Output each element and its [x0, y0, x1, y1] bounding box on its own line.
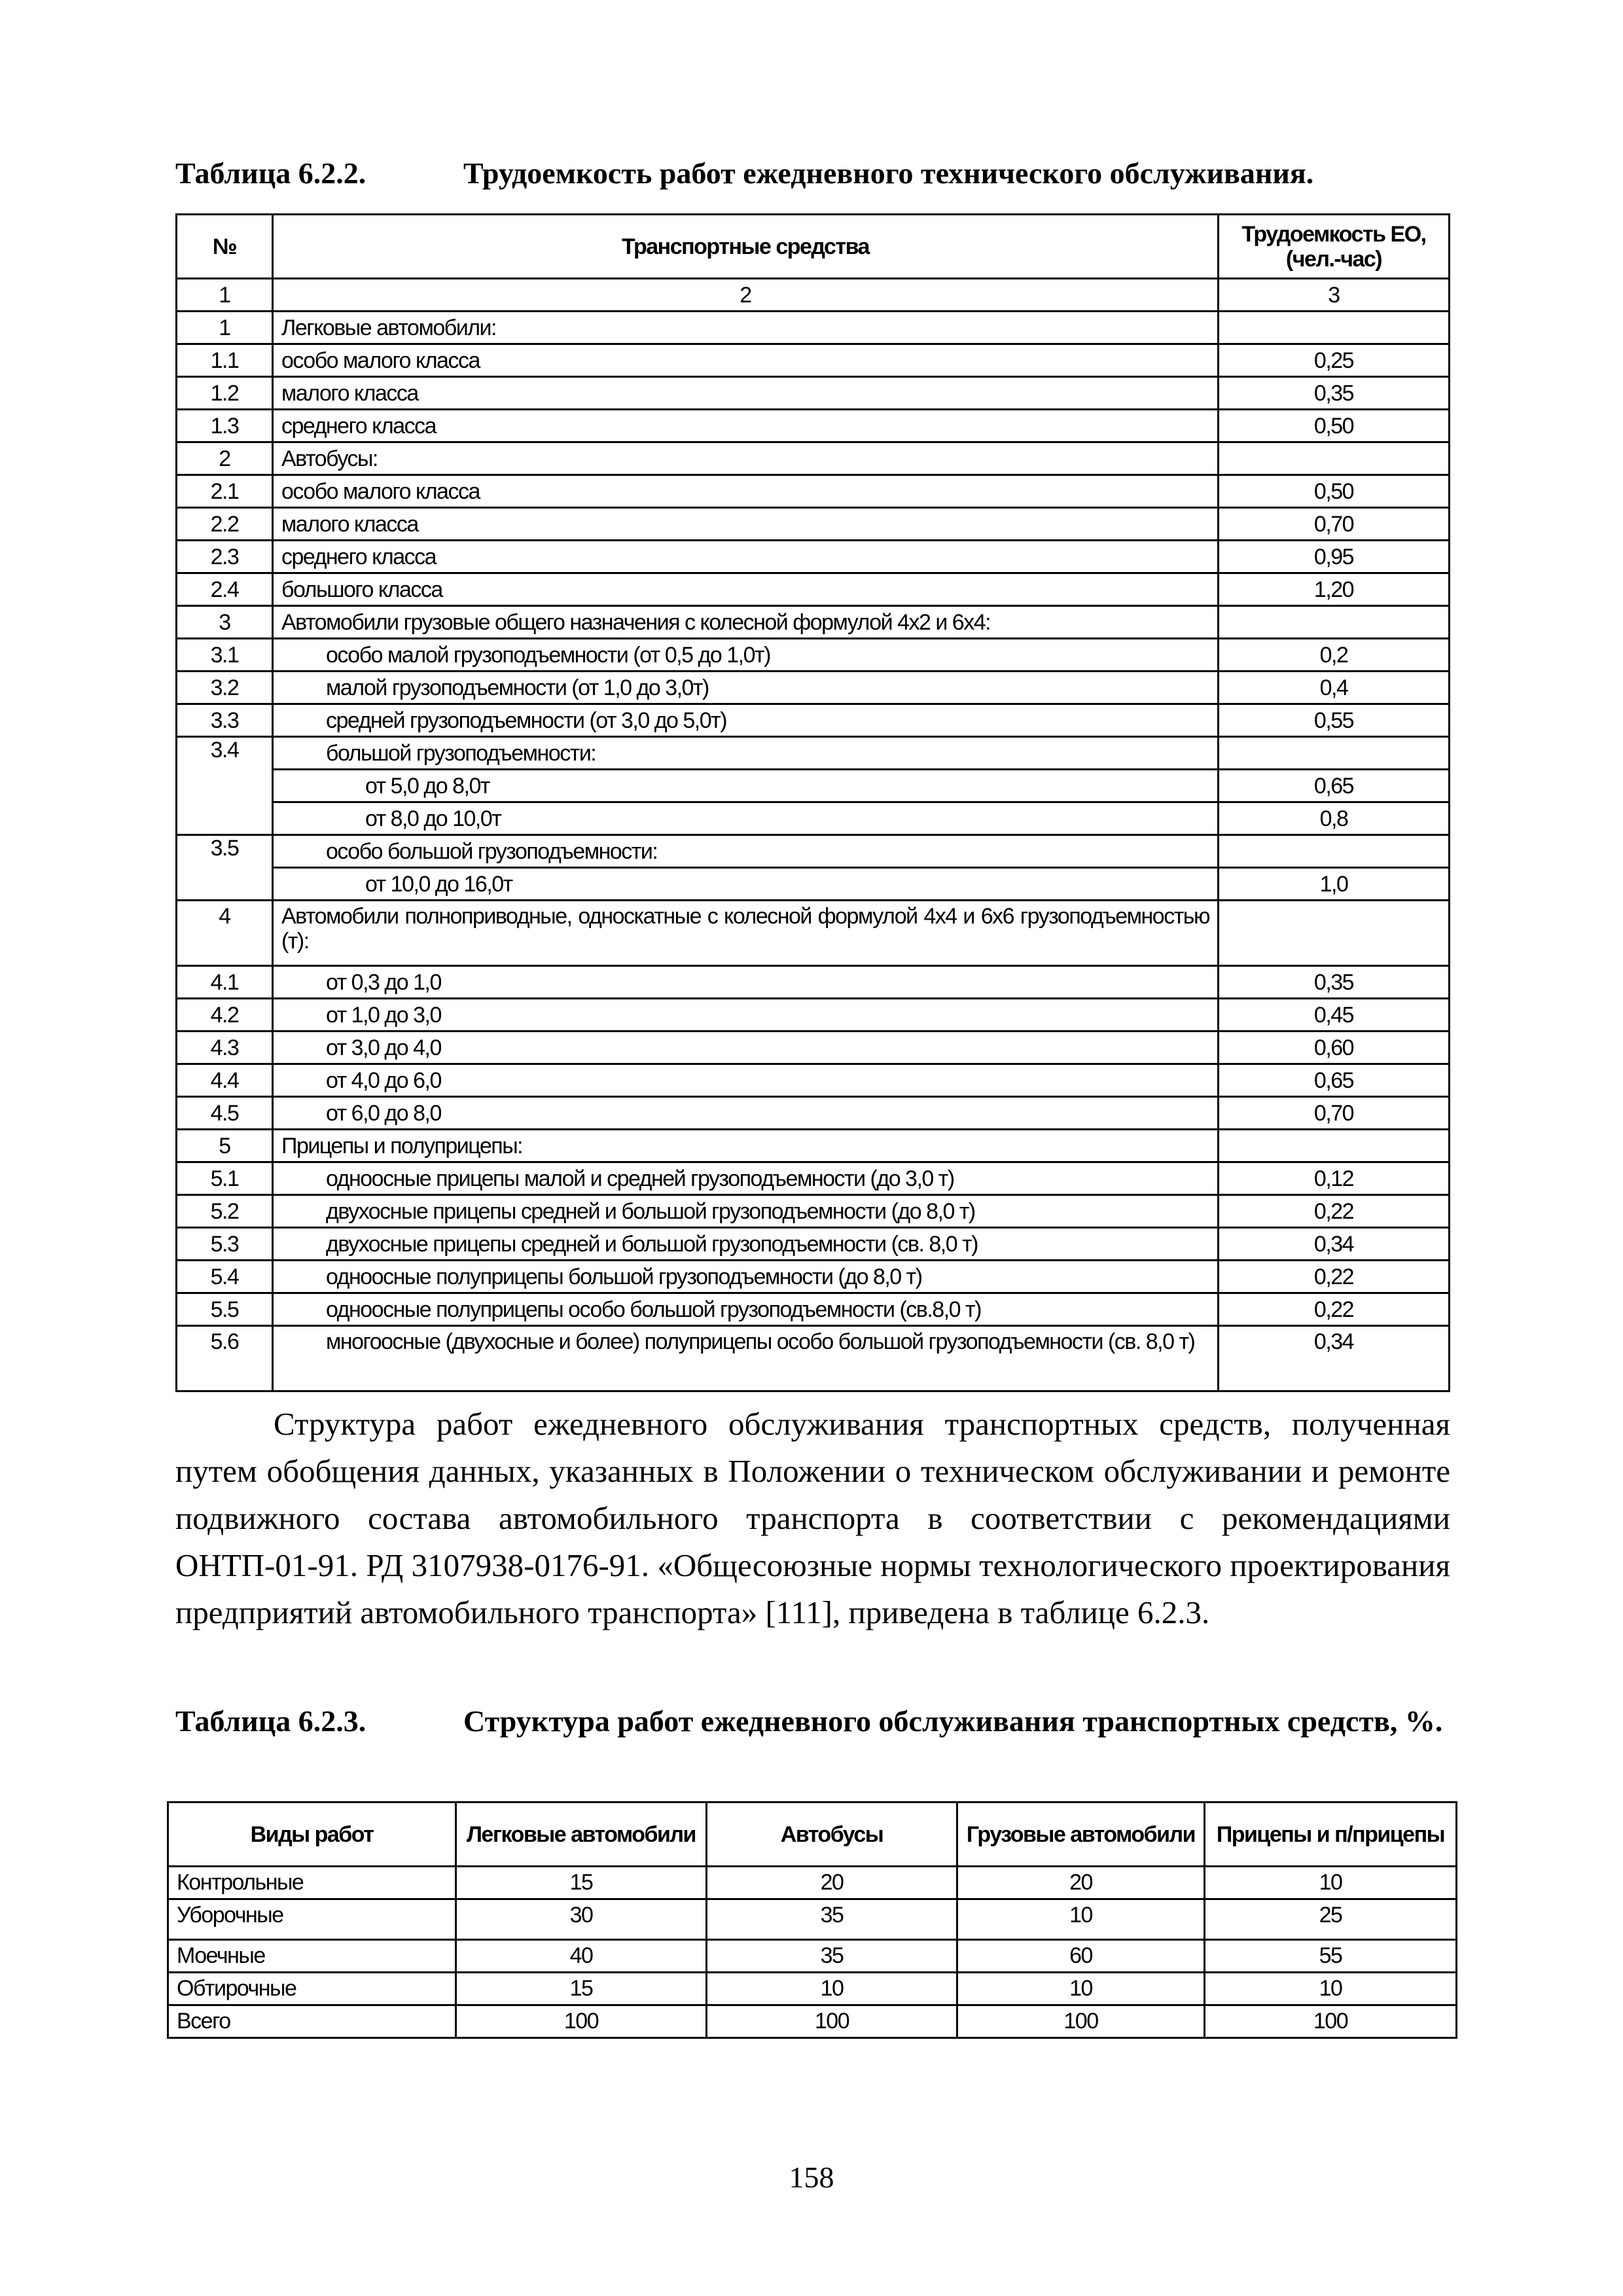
header-cars: Легковые автомобили: [456, 1803, 707, 1867]
labor-value: 0,35: [1219, 377, 1450, 410]
labor-value: 0,60: [1219, 1031, 1450, 1064]
vehicle-name: от 3,0 до 4,0: [273, 1031, 1219, 1064]
vehicle-name: особо малого класса: [273, 475, 1219, 508]
vehicle-name: большой грузоподъемности:: [273, 737, 1219, 770]
labor-value: 0,50: [1219, 475, 1450, 508]
percent-value: 100: [707, 2005, 957, 2038]
labor-value: [1219, 737, 1450, 770]
vehicle-name: малого класса: [273, 377, 1219, 410]
vehicle-name: особо малой грузоподъемности (от 0,5 до 1,0т): [273, 639, 1219, 672]
percent-value: 30: [456, 1899, 707, 1940]
row-number: 2: [177, 442, 273, 475]
labor-value: 0,34: [1219, 1228, 1450, 1261]
labor-value: 0,12: [1219, 1162, 1450, 1195]
vehicle-name: от 4,0 до 6,0: [273, 1064, 1219, 1097]
page-number: 158: [789, 2161, 834, 2194]
percent-value: 10: [1205, 1973, 1457, 2005]
labor-value: 0,70: [1219, 1097, 1450, 1130]
labor-value: 0,45: [1219, 999, 1450, 1031]
vehicle-name: двухосные прицепы средней и большой грузоподъемности (св. 8,0 т): [273, 1228, 1219, 1261]
row-number: 4.5: [177, 1097, 273, 1130]
work-type: Уборочные: [168, 1899, 456, 1940]
table-row: [177, 573, 1450, 606]
labor-value: 0,4: [1219, 672, 1450, 704]
vehicle-name: одноосные полуприцепы большой грузоподъемности (до 8,0 т): [273, 1261, 1219, 1293]
table-row: [177, 312, 1450, 344]
vehicle-name: большого класса: [273, 573, 1219, 606]
table-row: [177, 541, 1450, 573]
percent-value: 40: [456, 1940, 707, 1973]
vehicle-name: от 6,0 до 8,0: [273, 1097, 1219, 1130]
table-row: [177, 1261, 1450, 1293]
vehicle-name: от 10,0 до 16,0т: [273, 868, 1219, 901]
table-row: [177, 999, 1450, 1031]
row-number: 5.5: [177, 1293, 273, 1326]
labor-value: 1,0: [1219, 868, 1450, 901]
labor-value: 0,55: [1219, 704, 1450, 737]
percent-value: 60: [957, 1940, 1205, 1973]
table-row: [168, 1940, 1457, 1973]
row-number: 1.3: [177, 410, 273, 442]
row-number: 5.3: [177, 1228, 273, 1261]
table-row: [168, 1973, 1457, 2005]
percent-value: 35: [707, 1940, 957, 1973]
table-row: [177, 410, 1450, 442]
table-row: [177, 770, 1450, 802]
row-number: 3: [177, 606, 273, 639]
vehicle-name: Автобусы:: [273, 442, 1219, 475]
table-row: [177, 1293, 1450, 1326]
row-number: 2.4: [177, 573, 273, 606]
vehicle-name: Автомобили грузовые общего назначения с колесной формулой 4х2 и 6х4:: [273, 606, 1219, 639]
labor-value: 0,65: [1219, 770, 1450, 802]
percent-value: 35: [707, 1899, 957, 1940]
labor-value: 0,35: [1219, 966, 1450, 999]
labor-value: 0,22: [1219, 1261, 1450, 1293]
vehicle-name: особо большой грузоподъемности:: [273, 835, 1219, 868]
caption-title: Трудоемкость работ ежедневного технического обслуживания.: [463, 156, 1314, 190]
row-number: 4.4: [177, 1064, 273, 1097]
vehicle-name: от 5,0 до 8,0т: [273, 770, 1219, 802]
vehicle-name: Автомобили полноприводные, односкатные с колесной формулой 4х4 и 6х6 грузоподъемностью (т):: [273, 901, 1219, 966]
table-row: [177, 1064, 1450, 1097]
labor-value: 0,2: [1219, 639, 1450, 672]
row-number: 5.2: [177, 1195, 273, 1228]
labor-value: 0,50: [1219, 410, 1450, 442]
row-number: 4: [177, 901, 273, 966]
vehicle-name: среднего класса: [273, 410, 1219, 442]
table-row: [177, 475, 1450, 508]
table-row: [177, 737, 1450, 770]
vehicle-name: одноосные прицепы малой и средней грузоподъемности (до 3,0 т): [273, 1162, 1219, 1195]
table-6-2-3-caption: [175, 1700, 1450, 1742]
col-number: 2: [273, 279, 1219, 312]
table-row: [177, 672, 1450, 704]
labor-value: 0,65: [1219, 1064, 1450, 1097]
vehicle-name: от 0,3 до 1,0: [273, 966, 1219, 999]
vehicle-name: Легковые автомобили:: [273, 312, 1219, 344]
vehicle-name: средней грузоподъемности (от 3,0 до 5,0т): [273, 704, 1219, 737]
table-row: [177, 1195, 1450, 1228]
work-type: Контрольные: [168, 1867, 456, 1899]
percent-value: 20: [707, 1867, 957, 1899]
table-row: [177, 344, 1450, 377]
labor-value: 0,22: [1219, 1293, 1450, 1326]
table-row: [177, 835, 1450, 868]
work-type: Всего: [168, 2005, 456, 2038]
row-number: 4.3: [177, 1031, 273, 1064]
table-6-2-2-caption: [175, 156, 1313, 190]
row-number: 2.1: [177, 475, 273, 508]
table-header-row: [177, 215, 1450, 279]
column-number-row: [177, 279, 1450, 312]
header-work-type: Виды работ: [168, 1803, 456, 1867]
table-row: [177, 442, 1450, 475]
row-number: 1.1: [177, 344, 273, 377]
labor-value: 0,22: [1219, 1195, 1450, 1228]
percent-value: 25: [1205, 1899, 1457, 1940]
header-vehicles: Транспортные средства: [273, 215, 1219, 279]
labor-intensity-table: [175, 213, 1450, 1392]
vehicle-name: многоосные (двухосные и более) полуприцепы особо большой грузоподъемности (св. 8,0 т): [273, 1326, 1219, 1391]
row-number: 4.1: [177, 966, 273, 999]
percent-value: 100: [957, 2005, 1205, 2038]
labor-value: [1219, 901, 1450, 966]
labor-value: 0,34: [1219, 1326, 1450, 1391]
percent-value: 10: [1205, 1867, 1457, 1899]
vehicle-name: от 8,0 до 10,0т: [273, 802, 1219, 835]
row-number: 1.2: [177, 377, 273, 410]
table-row: [177, 1228, 1450, 1261]
labor-value: 0,25: [1219, 344, 1450, 377]
percent-value: 15: [456, 1973, 707, 2005]
row-number: 4.2: [177, 999, 273, 1031]
table-row: [177, 377, 1450, 410]
col-number: 3: [1219, 279, 1450, 312]
percent-value: 10: [707, 1973, 957, 2005]
table-row: [177, 606, 1450, 639]
table-row: [177, 802, 1450, 835]
percent-value: 55: [1205, 1940, 1457, 1973]
labor-value: 0,95: [1219, 541, 1450, 573]
percent-value: 10: [957, 1973, 1205, 2005]
percent-value: 20: [957, 1867, 1205, 1899]
labor-value: 1,20: [1219, 573, 1450, 606]
row-number: 1: [177, 312, 273, 344]
table-row: [177, 508, 1450, 541]
labor-value: [1219, 835, 1450, 868]
vehicle-name: среднего класса: [273, 541, 1219, 573]
row-number: 5.4: [177, 1261, 273, 1293]
labor-value: [1219, 1130, 1450, 1162]
caption-number: Таблица 6.2.2.: [175, 156, 366, 190]
row-number: 2.2: [177, 508, 273, 541]
labor-value: 0,8: [1219, 802, 1450, 835]
row-number: 3.3: [177, 704, 273, 737]
vehicle-name: особо малого класса: [273, 344, 1219, 377]
table-row: [168, 1867, 1457, 1899]
table-row: [177, 868, 1450, 901]
table-row: [177, 1031, 1450, 1064]
col-number: 1: [177, 279, 273, 312]
labor-value: [1219, 312, 1450, 344]
header-trailers: Прицепы и п/прицепы: [1205, 1803, 1457, 1867]
table-row: [168, 1899, 1457, 1940]
row-number: 5.6: [177, 1326, 273, 1391]
labor-value: 0,70: [1219, 508, 1450, 541]
vehicle-name: малой грузоподъемности (от 1,0 до 3,0т): [273, 672, 1219, 704]
table-row: [177, 639, 1450, 672]
work-type: Обтирочные: [168, 1973, 456, 2005]
table-row: [177, 901, 1450, 966]
vehicle-name: одноосные полуприцепы особо большой грузоподъемности (св.8,0 т): [273, 1293, 1219, 1326]
body-paragraph: Структура работ ежедневного обслуживания транспортных средств, полученная путем обобщения данных, указанных в Положении о техническом обслуживании и ремонте подвижного состава автомобильного транспорта в соответствии с рекомендациями ОНТП-01-91. РД 3107938-0176-91. «Общесоюзные нормы технологического проектирования предприятий автомобильного транспорта» [111], приведена в таблице 6.2.3.: [175, 1406, 1450, 1630]
table-row: [177, 966, 1450, 999]
labor-value: [1219, 442, 1450, 475]
table-row: [177, 1130, 1450, 1162]
table-row: [177, 1097, 1450, 1130]
work-structure-table: [167, 1801, 1457, 2039]
table-row: [168, 2005, 1457, 2038]
vehicle-name: малого класса: [273, 508, 1219, 541]
row-number: 3.5: [177, 835, 273, 901]
work-type: Моечные: [168, 1940, 456, 1973]
percent-value: 10: [957, 1899, 1205, 1940]
table-row: [177, 704, 1450, 737]
row-number: 5.1: [177, 1162, 273, 1195]
row-number: 3.4: [177, 737, 273, 835]
percent-value: 100: [1205, 2005, 1457, 2038]
row-number: 5: [177, 1130, 273, 1162]
row-number: 3.1: [177, 639, 273, 672]
header-labor: Трудоемкость ЕО, (чел.-час): [1219, 215, 1450, 279]
caption-title: Структура работ ежедневного обслуживания транспортных средств, %.: [463, 1704, 1443, 1738]
caption-number: Таблица 6.2.3.: [175, 1704, 366, 1738]
row-number: 3.2: [177, 672, 273, 704]
percent-value: 15: [456, 1867, 707, 1899]
table-row: [177, 1162, 1450, 1195]
vehicle-name: Прицепы и полуприцепы:: [273, 1130, 1219, 1162]
header-number: №: [177, 215, 273, 279]
table-header-row: [168, 1803, 1457, 1867]
header-buses: Автобусы: [707, 1803, 957, 1867]
labor-value: [1219, 606, 1450, 639]
vehicle-name: от 1,0 до 3,0: [273, 999, 1219, 1031]
vehicle-name: двухосные прицепы средней и большой грузоподъемности (до 8,0 т): [273, 1195, 1219, 1228]
table-row: [177, 1326, 1450, 1391]
header-trucks: Грузовые автомобили: [957, 1803, 1205, 1867]
percent-value: 100: [456, 2005, 707, 2038]
row-number: 2.3: [177, 541, 273, 573]
